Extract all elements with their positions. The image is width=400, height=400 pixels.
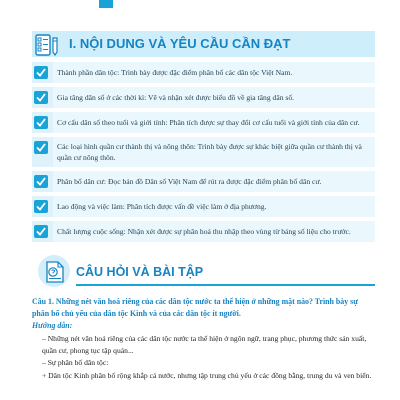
- section1-header: [32, 31, 375, 57]
- requirement-body: Trình bày được sự khác biệt giữa quần cư thành thị và quần cư nông thôn.: [57, 142, 362, 162]
- section2-header: [32, 257, 375, 287]
- requirement-text: [53, 196, 375, 217]
- answer-line-2: [32, 357, 376, 369]
- checklist-icon: [35, 34, 61, 56]
- requirement-body: Nhận xét được sự phân hoá thu nhập theo vùng từ bảng số liệu cho trước.: [125, 227, 351, 236]
- answer-text: – Những nét văn hoá riêng của các dân tộc nước ta thể hiện ở ngôn ngữ, trang phục, phương thức sản xuất, quần cư, phong tục tập quán...: [42, 334, 367, 355]
- requirement-item: [32, 171, 375, 192]
- checkbox-icon: [32, 196, 50, 217]
- requirement-item: [32, 221, 375, 242]
- checkbox-icon: [32, 87, 50, 108]
- requirement-label: Lao động và việc làm:: [57, 202, 125, 211]
- checkbox-icon: [32, 137, 50, 167]
- answer-text: + Dân tộc Kinh phân bố rộng khắp cả nước, nhưng tập trung chủ yếu ở các đồng bằng, trung du và ven biển.: [42, 371, 372, 380]
- checkbox-icon: [32, 112, 50, 133]
- question-document-icon: [45, 261, 65, 283]
- checkbox-icon: [32, 221, 50, 242]
- requirement-text: [53, 221, 375, 242]
- answer-line-1: [32, 333, 376, 357]
- requirement-item: [32, 137, 375, 167]
- requirements-list: [32, 62, 375, 246]
- section1-title: I. NỘI DUNG VÀ YÊU CẦU CẦN ĐẠT: [69, 36, 291, 51]
- requirement-item: [32, 62, 375, 83]
- requirement-item: [32, 87, 375, 108]
- checkbox-icon: [32, 62, 50, 83]
- section2-underline: [76, 284, 375, 286]
- requirement-body: Trình bày được đặc điểm phân bố các dân tộc Việt Nam.: [119, 68, 293, 77]
- answer-line-3: [32, 370, 376, 382]
- section2-title: CÂU HỎI VÀ BÀI TẬP: [76, 265, 204, 279]
- requirement-text: [53, 112, 375, 133]
- requirement-body: Đọc bản đồ Dân số Việt Nam để rút ra được đặc điểm phân bố dân cư.: [106, 177, 322, 186]
- requirement-label: Các loại hình quần cư thành thị và nông thôn:: [57, 142, 196, 151]
- requirement-text: [53, 171, 375, 192]
- requirement-item: [32, 196, 375, 217]
- question-1: Câu 1. Những nét văn hoá riêng của các dân tộc nước ta thể hiện ở những mặt nào? Trình bày sự phân bố chủ yếu của dân tộc Kinh và của các dân tộc ít người.: [32, 297, 358, 318]
- requirement-label: Thành phần dân tộc:: [57, 68, 120, 77]
- guide-label: Hướng dẫn:: [32, 321, 73, 330]
- requirement-body: Phân tích được sự thay đổi cơ cấu tuổi và giới tính của dân cư.: [167, 118, 360, 127]
- checkbox-icon: [32, 171, 50, 192]
- requirement-label: Phân bố dân cư:: [57, 177, 107, 186]
- requirement-text: [53, 137, 375, 167]
- requirement-text: [53, 62, 375, 83]
- requirement-label: Cơ cấu dân số theo tuổi và giới tính:: [57, 118, 168, 127]
- requirement-text: [53, 87, 375, 108]
- requirement-label: Chất lượng cuộc sống:: [57, 227, 126, 236]
- requirement-body: Vẽ và nhận xét được biểu đồ về gia tăng dân số.: [146, 93, 295, 102]
- top-tab-marker: [99, 0, 113, 8]
- requirement-item: [32, 112, 375, 133]
- requirement-body: Phân tích được vấn đề việc làm ở địa phương.: [124, 202, 267, 211]
- requirement-label: Gia tăng dân số ở các thời kì:: [57, 93, 147, 102]
- answer-text: – Sự phân bố dân tộc:: [42, 358, 109, 367]
